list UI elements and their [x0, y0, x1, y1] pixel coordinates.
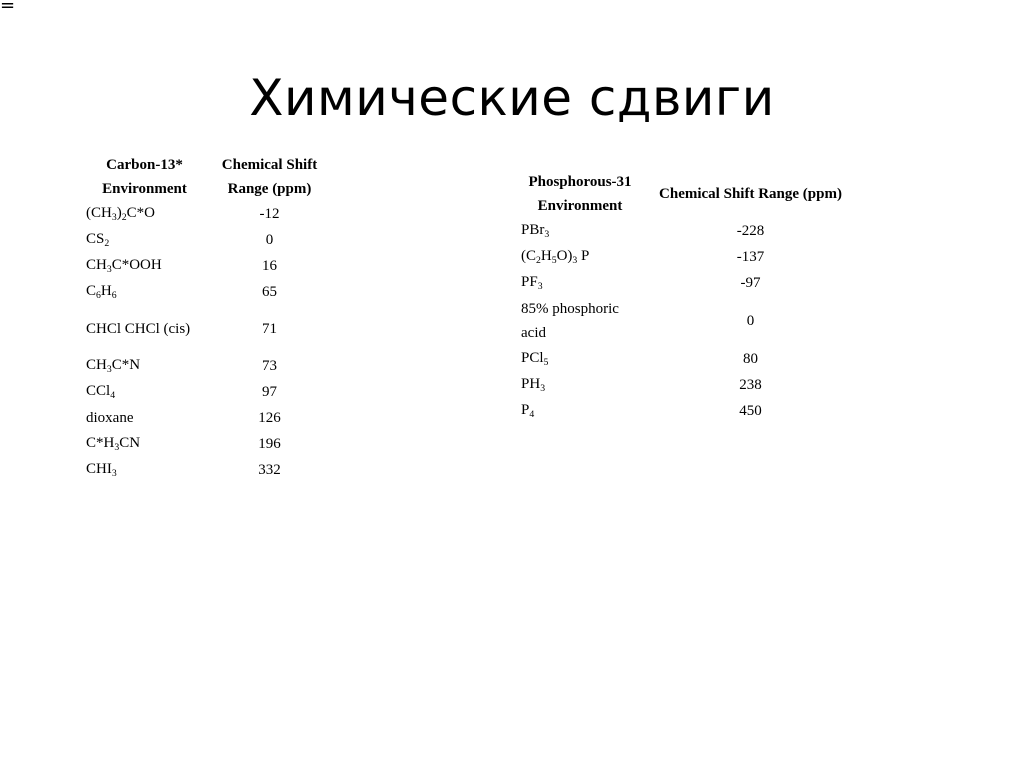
shift-value-cell: -97	[740, 275, 761, 291]
shift-value-cell: 97	[262, 384, 277, 400]
environment-cell: $C*H_3CN$	[86, 435, 141, 454]
table-header-row	[516, 171, 857, 218]
environment-cell: $PF_3$	[521, 274, 543, 293]
shift-value-cell: 71	[262, 321, 277, 337]
table-row	[82, 201, 332, 227]
column-header-shift: Chemical Shift Range (ppm)	[659, 185, 842, 202]
environment-cell: $C_6H_6$	[86, 283, 117, 302]
shift-value-cell: 16	[262, 258, 277, 274]
slide-title: Химические сдвиги	[249, 69, 775, 127]
table-row	[516, 296, 857, 346]
environment-cell: $PH_3$	[521, 376, 546, 395]
shift-value-cell: -228	[736, 223, 765, 239]
table-row	[516, 218, 857, 244]
shift-value-cell: 0	[746, 313, 755, 329]
shift-value-cell: -12	[259, 206, 280, 222]
column-header-shift: Chemical Shift Range (ppm)	[221, 157, 318, 197]
menu-icon[interactable]: =	[0, 0, 16, 16]
environment-cell: PCl$_5$	[521, 350, 549, 369]
environment-cell: dioxane	[86, 410, 134, 426]
shift-value-cell: -137	[736, 249, 765, 265]
environment-cell: 85% phosphoric acid	[521, 301, 619, 341]
table-row	[516, 372, 857, 398]
column-header-environment: Phosphorous-31 Environment	[528, 174, 632, 214]
carbon-13-shift-table	[82, 154, 332, 483]
environment-cell: $CH_3C*OOH$	[86, 257, 162, 276]
table-row	[516, 398, 857, 424]
table-row	[82, 457, 332, 483]
shift-value-cell: 238	[739, 377, 762, 393]
table-row	[82, 405, 332, 431]
environment-cell: $CH_3C*N$	[86, 357, 141, 376]
table-row	[82, 253, 332, 279]
environment-cell: $CHI_3$	[86, 461, 117, 480]
environment-cell: $(C_2H_5O)_3$ P	[521, 248, 590, 267]
shift-value-cell: 126	[258, 410, 281, 426]
table-row	[82, 431, 332, 457]
table-row	[516, 346, 857, 372]
environment-cell: PBr$_3$	[521, 222, 550, 241]
table-row	[516, 270, 857, 296]
shift-value-cell: 0	[265, 232, 274, 248]
table-header-row	[82, 154, 332, 201]
table-row	[516, 244, 857, 270]
table-row	[82, 227, 332, 253]
table-row	[82, 379, 332, 405]
shift-value-cell: 80	[743, 351, 758, 367]
shift-value-cell: 450	[739, 403, 762, 419]
environment-cell: $P_4$	[521, 402, 535, 421]
environment-cell: CCl$_4$	[86, 383, 116, 402]
table-row	[82, 353, 332, 379]
shift-value-cell: 332	[258, 462, 281, 478]
environment-cell: $(CH_3)_2C*O$	[86, 205, 155, 224]
environment-cell: $CS_2$	[86, 231, 110, 250]
shift-value-cell: 196	[258, 436, 281, 452]
table-row	[82, 279, 332, 305]
table-row	[82, 305, 332, 353]
shift-value-cell: 73	[262, 358, 277, 374]
phosphorus-31-shift-table	[516, 171, 857, 424]
shift-value-cell: 65	[262, 284, 277, 300]
environment-cell: CHCl CHCl (cis)	[86, 321, 191, 337]
column-header-environment: Carbon-13* Environment	[102, 157, 187, 197]
